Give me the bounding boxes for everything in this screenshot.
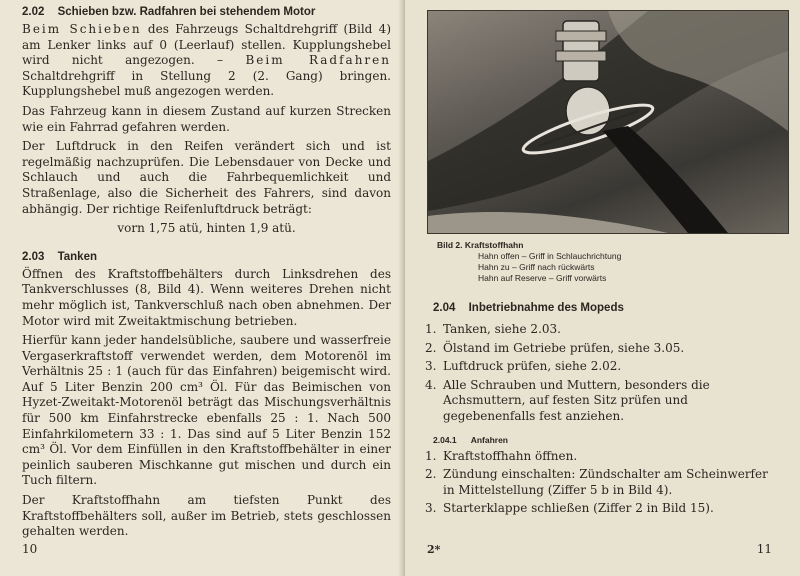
paragraph: Das Fahrzeug kann in diesem Zustand auf kurzen Strecken wie ein Fahrrad gefahren werden. bbox=[22, 103, 391, 134]
step-text: Zündung einschalten: Zündschalter am Scheinwerfer in Mittelstellung (Ziffer 5 b in Bild 4). bbox=[443, 467, 768, 497]
step-number: 1. bbox=[425, 448, 437, 463]
step-number: 3. bbox=[425, 359, 437, 374]
list-item bbox=[425, 341, 782, 357]
step-number: 3. bbox=[425, 501, 437, 516]
right-page bbox=[405, 0, 800, 576]
caption-line: Hahn auf Reserve – Griff vorwärts bbox=[478, 273, 607, 283]
section-heading-2-03 bbox=[22, 251, 391, 263]
section-heading-2-04-1 bbox=[433, 435, 782, 445]
step-text: Alle Schrauben und Muttern, besonders die Achsmuttern, auf festen Sitz prüfen und gegebenenfalls fest anziehen. bbox=[443, 377, 710, 423]
step-text: Kraftstoffhahn öffnen. bbox=[443, 448, 578, 463]
spaced-text: Beim Radfahren bbox=[245, 53, 391, 68]
page-number: 10 bbox=[22, 542, 38, 556]
list-item bbox=[425, 378, 782, 425]
fuel-tap-photo bbox=[427, 10, 789, 234]
section-number: 2.02 bbox=[22, 6, 45, 18]
paragraph-text: des Fahrzeugs Schaltdrehgriff (Bild 4) am Lenker links auf 0 (Leerlauf) stellen. Kupplungshebel wird nicht angezogen. – bbox=[22, 22, 391, 68]
page-number: 11 bbox=[756, 542, 772, 556]
step-text: Starterklappe schließen (Ziffer 2 in Bild 15). bbox=[443, 501, 714, 516]
step-text: Luftdruck prüfen, siehe 2.02. bbox=[443, 359, 622, 374]
section-title: Tanken bbox=[57, 250, 98, 263]
list-item bbox=[425, 359, 782, 375]
list-item bbox=[425, 467, 782, 498]
section-number: 2.03 bbox=[22, 250, 45, 263]
section-heading-2-02 bbox=[22, 6, 391, 18]
section-heading-2-04 bbox=[433, 302, 782, 314]
signature-mark: 2* bbox=[427, 543, 441, 556]
paragraph: Der Kraftstoffhahn am tiefsten Punkt des Kraftstoffbehälters soll, außer im Betrieb, stets geschlossen gehalten werden. bbox=[22, 493, 391, 539]
paragraph: Hierfür kann jeder handelsübliche, saubere und wasserfreie Vergaserkraftstoff verwendet werden, dem Motorenöl im Verhältnis 25 : 1 (auch für das Einfahren) beigemischt wird. Auf 5 Liter Benzin 200 cm³ Öl. Für das Beimischen von Hyzet-Zweitakt-Motorenöl beträgt das Mischungsverhältnis für 500 km Einfahrstrecke ebenfalls 25 : 1. Nach 500 Einfahrkilometern 33 : 1. Das sind auf 5 Liter Benzin 152 cm³ Öl. Vor dem Einfüllen in den Kraftstoffbehälter in einer peinlich sauberen Mischkanne gut mischen und durch ein Tuch filtern. bbox=[22, 333, 391, 488]
tire-pressure-line: vorn 1,75 atü, hinten 1,9 atü. bbox=[117, 221, 296, 236]
section-title: Anfahren bbox=[470, 434, 508, 445]
figure-caption bbox=[437, 240, 782, 284]
step-number: 4. bbox=[425, 377, 437, 392]
section-number: 2.04 bbox=[433, 302, 456, 314]
step-number: 2. bbox=[425, 467, 437, 482]
list-item bbox=[425, 449, 782, 465]
startup-steps-list bbox=[425, 322, 782, 425]
paragraph bbox=[22, 22, 391, 100]
spaced-text: Beim Schieben bbox=[22, 22, 142, 36]
paragraph: Der Luftdruck in den Reifen verändert sich und ist regelmäßig nachzuprüfen. Die Lebensdauer von Decke und Schlauch und auch die Fahrbequemlichkeit und Straßenlage, also die Sicherheit des Fahrers, sind davon abhängig. Der richtige Reifenluftdruck beträgt: bbox=[22, 139, 391, 216]
section-title: Schieben bzw. Radfahren bei stehendem Motor bbox=[57, 6, 316, 18]
list-item bbox=[425, 322, 782, 338]
caption-line: Hahn zu – Griff nach rückwärts bbox=[478, 262, 595, 272]
start-riding-steps-list bbox=[425, 449, 782, 517]
fuel-tap-illustration bbox=[428, 11, 788, 233]
paragraph: Öffnen des Kraftstoffbehälters durch Linksdrehen des Tankverschlusses (8, Bild 4). Wenn weiteres Drehen nicht mehr möglich ist, Tankverschluß nach oben abnehmen. Der Motor wird mit Zweitaktmischung betrieben. bbox=[22, 266, 391, 328]
step-text: Ölstand im Getriebe prüfen, siehe 3.05. bbox=[443, 340, 685, 355]
section-title: Inbetriebnahme des Mopeds bbox=[468, 302, 624, 314]
step-number: 2. bbox=[425, 340, 437, 355]
section-number: 2.04.1 bbox=[433, 434, 457, 445]
caption-line: Hahn offen – Griff in Schlauchrichtung bbox=[478, 251, 622, 261]
step-number: 1. bbox=[425, 322, 437, 336]
list-item bbox=[425, 501, 782, 517]
caption-label: Bild 2. Kraftstoffhahn bbox=[437, 240, 524, 250]
paragraph-text: Schaltdrehgriff in Stellung 2 (2. Gang) bringen. Kupplungshebel muß angezogen werden. bbox=[22, 68, 391, 99]
step-text: Tanken, siehe 2.03. bbox=[443, 322, 561, 336]
